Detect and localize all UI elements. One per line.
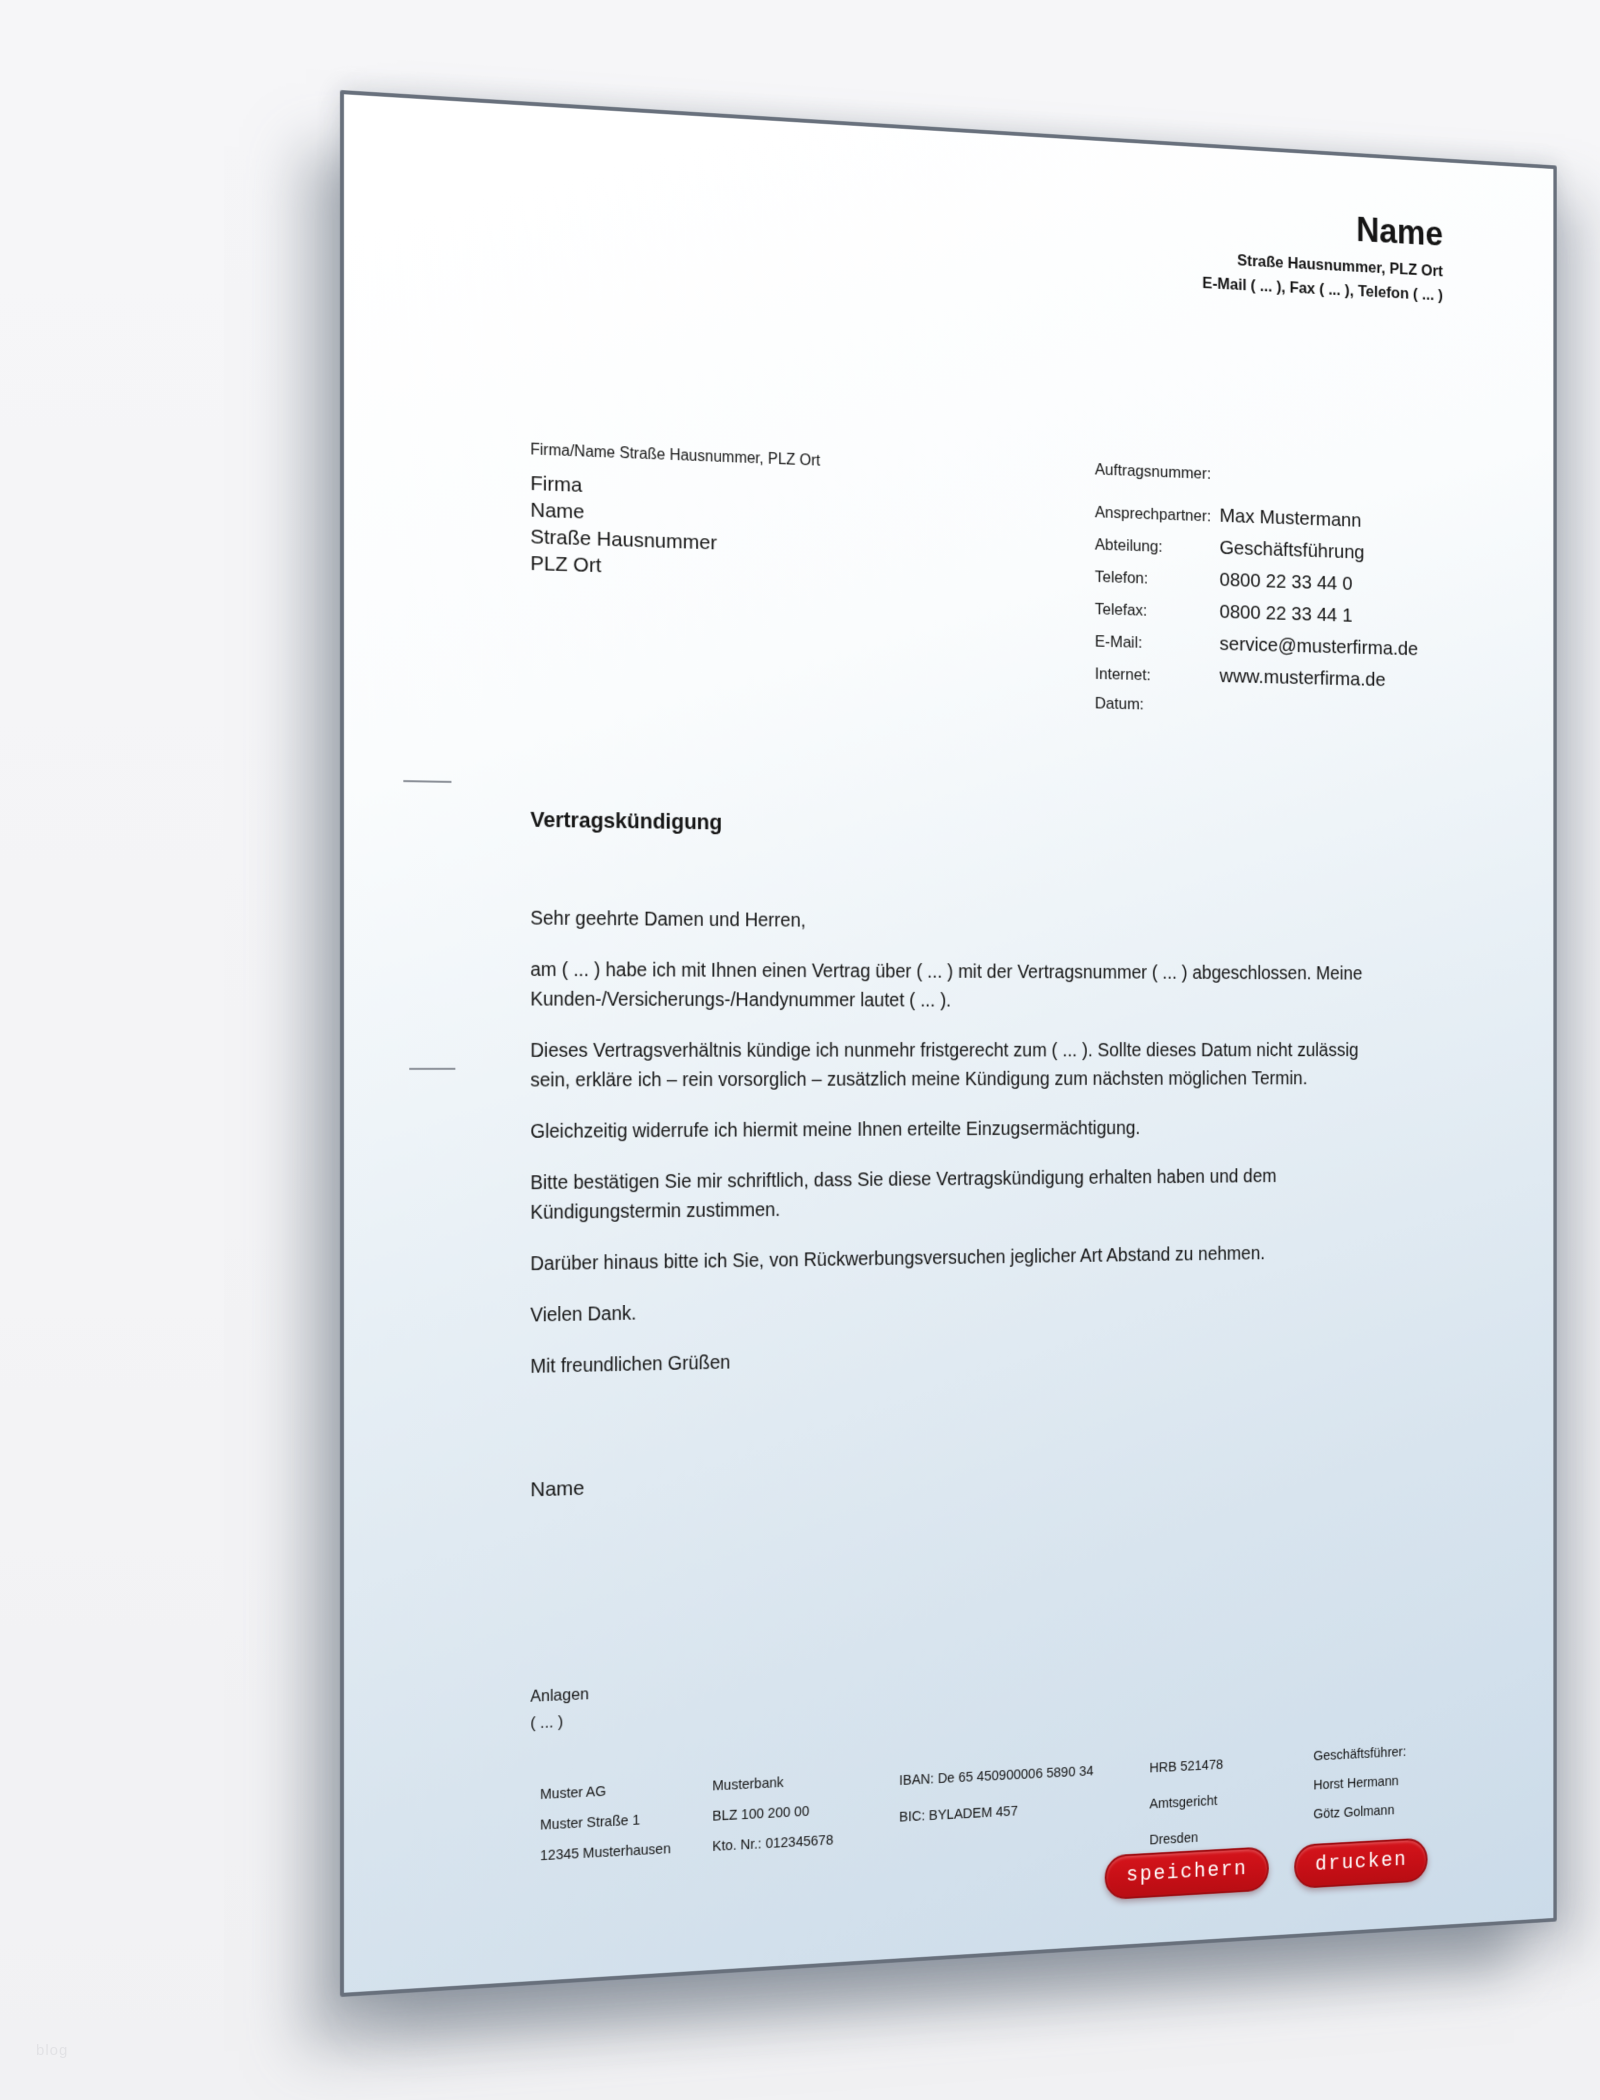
footer-line: BLZ 100 200 00 xyxy=(712,1804,810,1825)
salutation: Sehr geehrte Damen und Herren, xyxy=(530,907,806,932)
info-label: Abteilung: xyxy=(1094,535,1163,556)
footer-line: Amtsgericht xyxy=(1149,1793,1218,1813)
footer-iban-column xyxy=(899,1753,1094,1836)
footer-line: Muster AG xyxy=(540,1783,607,1803)
footer-line: Musterbank xyxy=(712,1775,784,1795)
paragraph: Bitte bestätigen Sie mir schriftlich, dass Sie diese Vertragskündigung erhalten haben und dem Kündigungstermin zustimmen. xyxy=(530,1166,1277,1224)
save-button[interactable]: speichern xyxy=(1105,1846,1269,1900)
info-value: www.musterfirma.de xyxy=(1219,664,1386,691)
contact-info-block xyxy=(1095,460,1418,733)
footer-line: HRB 521478 xyxy=(1149,1757,1224,1777)
info-value: Geschäftsführung xyxy=(1219,536,1365,564)
info-label: Auftragsnummer: xyxy=(1094,460,1212,483)
info-label: Telefon: xyxy=(1094,567,1149,588)
recipient-line: Firma xyxy=(530,472,583,497)
footer-management-column xyxy=(1313,1738,1406,1830)
recipient-line: Name xyxy=(530,498,585,524)
sender-header xyxy=(1202,202,1443,308)
info-value: service@musterfirma.de xyxy=(1219,632,1419,660)
info-value: 0800 22 33 44 0 xyxy=(1219,568,1353,595)
paragraph: Gleichzeitig widerrufe ich hiermit meine Ihnen erteilte Einzugsermächtigung. xyxy=(530,1117,1141,1143)
closing-line: Mit freundlichen Grüßen xyxy=(530,1351,731,1378)
paragraph: am ( ... ) habe ich mit Ihnen einen Vertrag über ( ... ) mit der Vertragsnummer ( ... ) abgeschlossen. Meine Kunden-/Versicherungs-/Handynummer lautet ( ... ). xyxy=(530,959,1363,1012)
footer-line: IBAN: De 65 450900006 5890 34 xyxy=(899,1763,1094,1789)
info-label: E-Mail: xyxy=(1094,632,1143,652)
thanks-line: Vielen Dank. xyxy=(530,1302,637,1327)
return-address-line: Firma/Name Straße Hausnummer, PLZ Ort xyxy=(530,441,821,470)
paragraph: Dieses Vertragsverhältnis kündige ich nunmehr fristgerecht zum ( ... ). Sollte dieses Datum nicht zulässig sein, erkläre ich – rein vorsorglich – zusätzlich meine Kündigung zum nächsten möglichen Termin. xyxy=(530,1040,1359,1092)
print-button[interactable]: drucken xyxy=(1294,1837,1428,1889)
info-label: Datum: xyxy=(1094,694,1144,714)
footer-line: Götz Golmann xyxy=(1313,1803,1395,1823)
info-value: Max Mustermann xyxy=(1219,504,1362,532)
info-value: 0800 22 33 44 1 xyxy=(1219,600,1353,627)
footer-register-column xyxy=(1149,1747,1223,1859)
info-label: Telefax: xyxy=(1094,599,1148,620)
footer-company-column xyxy=(540,1774,671,1872)
info-row xyxy=(1095,460,1418,505)
letter-body xyxy=(530,904,1376,1404)
enclosures-block xyxy=(530,1681,588,1737)
enclosures-value: ( ... ) xyxy=(530,1713,564,1733)
footer-line: Muster Straße 1 xyxy=(540,1812,640,1834)
signature-name: Name xyxy=(530,1476,585,1502)
info-label: Internet: xyxy=(1094,664,1151,685)
footer-line: Kto. Nr.: 012345678 xyxy=(712,1832,834,1855)
fold-mark-top xyxy=(403,780,451,783)
subject-line: Vertragskündigung xyxy=(530,806,723,835)
sender-address-line: Straße Hausnummer, PLZ Ort xyxy=(1237,251,1443,281)
sender-contact-line: E-Mail ( ... ), Fax ( ... ), Telefon ( ... ) xyxy=(1202,273,1443,305)
footer-line: 12345 Musterhausen xyxy=(540,1841,671,1865)
info-row xyxy=(1095,694,1418,733)
enclosures-title: Anlagen xyxy=(530,1685,589,1706)
footer-line: BIC: BYLADEM 457 xyxy=(899,1803,1018,1826)
sender-name: Name xyxy=(1356,210,1443,254)
recipient-line: PLZ Ort xyxy=(530,552,602,578)
footer-line: Dresden xyxy=(1149,1830,1199,1849)
fold-mark-bottom xyxy=(409,1068,455,1070)
watermark: blog xyxy=(36,2042,69,2059)
recipient-block xyxy=(530,440,820,586)
recipient-line: Straße Hausnummer xyxy=(530,525,717,555)
footer-line: Horst Hermann xyxy=(1313,1773,1399,1794)
paragraph: Darüber hinaus bitte ich Sie, von Rückwerbungsversuchen jeglicher Art Abstand zu nehmen. xyxy=(530,1243,1266,1276)
info-label: Ansprechpartner: xyxy=(1094,502,1212,526)
footer-line: Geschäftsführer: xyxy=(1313,1744,1407,1765)
footer-bank-column xyxy=(712,1766,833,1863)
letter-page xyxy=(340,90,1557,1997)
